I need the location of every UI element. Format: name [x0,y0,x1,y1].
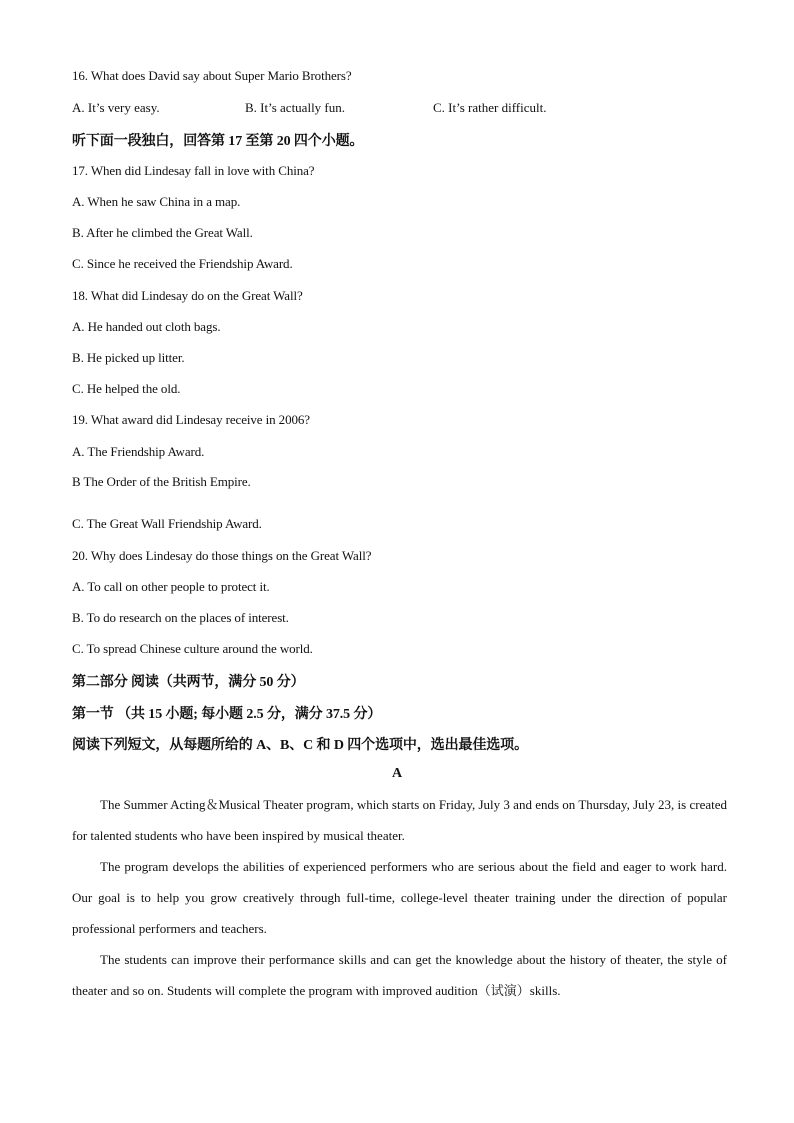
q18-option-b: B. He picked up litter. [72,350,185,365]
q16-option-a: A. It’s very easy. [72,100,160,115]
q18-option-c: C. He helped the old. [72,381,181,396]
q20-option-a: A. To call on other people to protect it. [72,579,270,594]
q17-option-b: B. After he climbed the Great Wall. [72,225,253,240]
q17-option-c: C. Since he received the Friendship Award. [72,256,293,271]
passage-paragraph: The students can improve their performance skills and can get the knowledge about the history of theater, the style of theater and so on. Students will complete the program with improved audition（试演）skills. [72,952,727,998]
passage-paragraph: The program develops the abilities of experienced performers who are serious about the field and eager to work hard. Our goal is to help you grow creatively through full-time, college-level theater training under the direction of popular professional performers and teachers. [72,859,727,936]
q20-option-c: C. To spread Chinese culture around the world. [72,641,313,656]
q19-question: 19. What award did Lindesay receive in 2006? [72,412,310,427]
q20-option-b: B. To do research on the places of interest. [72,610,289,625]
q18-option-a: A. He handed out cloth bags. [72,319,221,334]
q16-option-c: C. It’s rather difficult. [433,100,547,115]
reading-instructions: 阅读下列短文，从每题所给的 A、B、C 和 D 四个选项中，选出最佳选项。 [72,738,528,753]
section-heading-17-20: 听下面一段独白，回答第 17 至第 20 四个小题。 [72,134,364,149]
q20-question: 20. Why does Lindesay do those things on the Great Wall? [72,548,372,563]
q19-option-a: A. The Friendship Award. [72,444,205,459]
q16-question: 16. What does David say about Super Mario Brothers? [72,68,352,83]
passage-label: A [391,766,403,781]
q18-question: 18. What did Lindesay do on the Great Wall? [72,288,303,303]
part2-title: 第二部分 阅读（共两节，满分 50 分） [72,675,305,690]
passage-paragraph: The Summer Acting＆Musical Theater program, which starts on Friday, July 3 and ends on Thursday, July 23, is created for talented students who have been inspired by musical theater. [72,797,727,843]
passage-body [72,789,727,1006]
q16-option-b: B. It’s actually fun. [245,100,346,115]
q19-option-b: B The Order of the British Empire. [72,474,251,489]
q17-option-a: A. When he saw China in a map. [72,194,241,209]
q19-option-c: C. The Great Wall Friendship Award. [72,516,262,531]
section1-title: 第一节 （共 15 小题; 每小题 2.5 分，满分 37.5 分） [72,707,382,722]
q17-question: 17. When did Lindesay fall in love with China? [72,163,315,178]
